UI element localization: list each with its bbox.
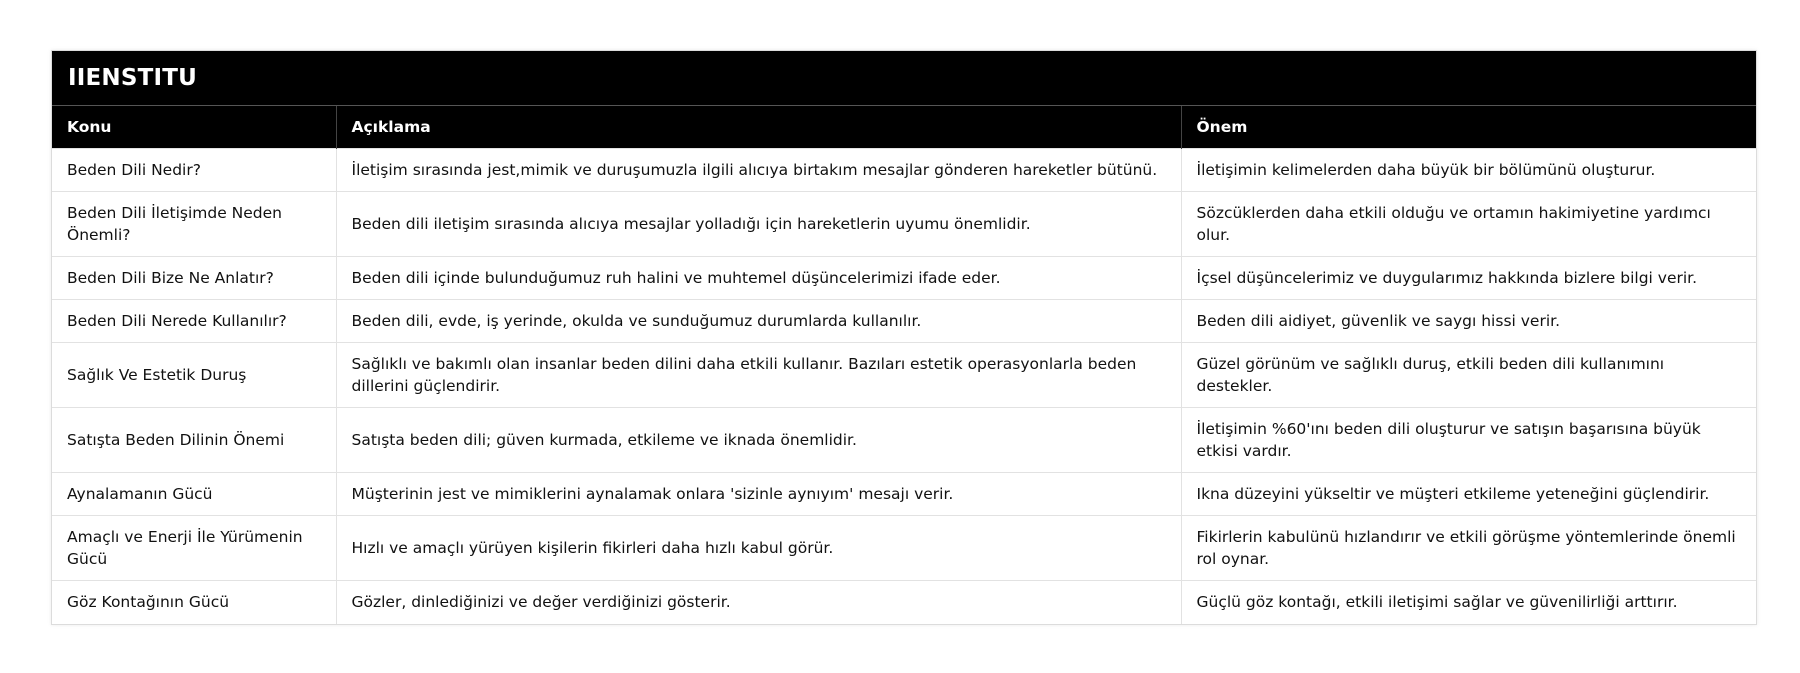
cell-konu: Satışta Beden Dilinin Önemi (52, 408, 336, 473)
table-row (52, 516, 1756, 581)
cell-onem: Güçlü göz kontağı, etkili iletişimi sağlar ve güvenilirliği arttırır. (1181, 581, 1756, 624)
table-row (52, 192, 1756, 257)
table-row (52, 300, 1756, 343)
table-row (52, 343, 1756, 408)
cell-konu: Beden Dili Bize Ne Anlatır? (52, 257, 336, 300)
data-table (52, 105, 1756, 624)
cell-onem: İletişimin kelimelerden daha büyük bir bölümünü oluşturur. (1181, 149, 1756, 192)
cell-onem: Sözcüklerden daha etkili olduğu ve ortamın hakimiyetine yardımcı olur. (1181, 192, 1756, 257)
cell-aciklama: Hızlı ve amaçlı yürüyen kişilerin fikirleri daha hızlı kabul görür. (336, 516, 1181, 581)
cell-aciklama: Müşterinin jest ve mimiklerini aynalamak onlara 'sizinle aynıyım' mesajı verir. (336, 473, 1181, 516)
cell-onem: Güzel görünüm ve sağlıklı duruş, etkili beden dili kullanımını destekler. (1181, 343, 1756, 408)
column-header-konu: Konu (52, 106, 336, 149)
cell-konu: Aynalamanın Gücü (52, 473, 336, 516)
cell-konu: Beden Dili İletişimde Neden Önemli? (52, 192, 336, 257)
table-row (52, 473, 1756, 516)
table-row (52, 408, 1756, 473)
table-title: IIENSTITU (52, 51, 1756, 105)
column-header-aciklama: Açıklama (336, 106, 1181, 149)
cell-onem: Ikna düzeyini yükseltir ve müşteri etkileme yeteneğini güçlendirir. (1181, 473, 1756, 516)
cell-aciklama: Satışta beden dili; güven kurmada, etkileme ve iknada önemlidir. (336, 408, 1181, 473)
cell-aciklama: Beden dili, evde, iş yerinde, okulda ve sunduğumuz durumlarda kullanılır. (336, 300, 1181, 343)
column-header-onem: Önem (1181, 106, 1756, 149)
cell-onem: İçsel düşüncelerimiz ve duygularımız hakkında bizlere bilgi verir. (1181, 257, 1756, 300)
cell-aciklama: Sağlıklı ve bakımlı olan insanlar beden dilini daha etkili kullanır. Bazıları estetik operasyonlarla beden dillerini güçlendirir. (336, 343, 1181, 408)
header-row (52, 106, 1756, 149)
cell-aciklama: Beden dili iletişim sırasında alıcıya mesajlar yolladığı için hareketlerin uyumu önemlidir. (336, 192, 1181, 257)
cell-konu: Amaçlı ve Enerji İle Yürümenin Gücü (52, 516, 336, 581)
cell-aciklama: Beden dili içinde bulunduğumuz ruh halini ve muhtemel düşüncelerimizi ifade eder. (336, 257, 1181, 300)
cell-konu: Beden Dili Nerede Kullanılır? (52, 300, 336, 343)
table-row (52, 257, 1756, 300)
cell-aciklama: İletişim sırasında jest,mimik ve duruşumuzla ilgili alıcıya birtakım mesajlar gönderen hareketler bütünü. (336, 149, 1181, 192)
cell-konu: Göz Kontağının Gücü (52, 581, 336, 624)
cell-onem: Beden dili aidiyet, güvenlik ve saygı hissi verir. (1181, 300, 1756, 343)
cell-konu: Sağlık Ve Estetik Duruş (52, 343, 336, 408)
cell-konu: Beden Dili Nedir? (52, 149, 336, 192)
cell-onem: Fikirlerin kabulünü hızlandırır ve etkili görüşme yöntemlerinde önemli rol oynar. (1181, 516, 1756, 581)
table-row (52, 581, 1756, 624)
table-row (52, 149, 1756, 192)
cell-onem: İletişimin %60'ını beden dili oluşturur ve satışın başarısına büyük etkisi vardır. (1181, 408, 1756, 473)
table-card (51, 50, 1757, 625)
cell-aciklama: Gözler, dinlediğinizi ve değer verdiğinizi gösterir. (336, 581, 1181, 624)
